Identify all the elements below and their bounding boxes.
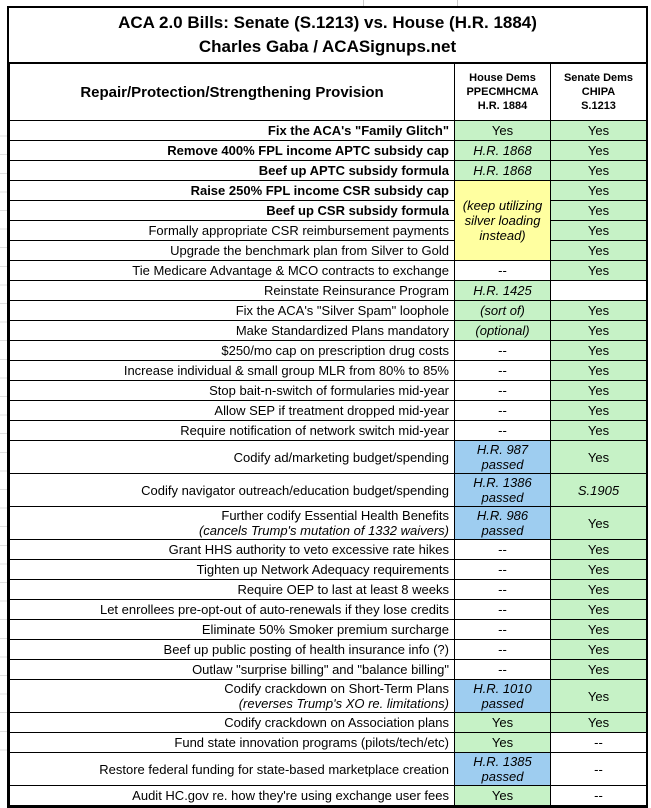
provision-label: Formally appropriate CSR reimbursement payments: [10, 221, 455, 241]
table-row: [10, 161, 647, 181]
table-row: [10, 341, 647, 361]
provision-label: Require notification of network switch mid-year: [10, 421, 455, 441]
senate-cell: Yes: [551, 713, 647, 733]
senate-header-line: Senate Dems: [563, 72, 634, 84]
provision-label: Further codify Essential Health Benefits (cancels Trump's mutation of 1332 waivers): [10, 507, 455, 540]
provision-label: Raise 250% FPL income CSR subsidy cap: [10, 181, 455, 201]
house-cell: Yes: [455, 121, 551, 141]
house-cell: --: [455, 580, 551, 600]
house-cell: --: [455, 401, 551, 421]
senate-cell: --: [551, 786, 647, 806]
provision-label: Remove 400% FPL income APTC subsidy cap: [10, 141, 455, 161]
senate-cell: Yes: [551, 201, 647, 221]
provision-label: Codify crackdown on Association plans: [10, 713, 455, 733]
senate-cell: Yes: [551, 421, 647, 441]
provision-table: [9, 63, 647, 806]
table-row: [10, 201, 647, 221]
senate-cell: Yes: [551, 560, 647, 580]
house-cell: (sort of): [455, 301, 551, 321]
senate-header-line: CHIPA: [581, 86, 616, 98]
table-row: [10, 753, 647, 786]
senate-cell: --: [551, 753, 647, 786]
house-header-line: H.R. 1884: [477, 100, 528, 112]
provision-label: Audit HC.gov re. how they're using exchange user fees: [10, 786, 455, 806]
provision-label: Outlaw "surprise billing" and "balance billing": [10, 660, 455, 680]
table-row: [10, 321, 647, 341]
provision-table-body: [10, 121, 647, 806]
house-header-line: House Dems: [469, 72, 536, 84]
senate-header-line: S.1213: [581, 100, 616, 112]
provision-column-header: Repair/Protection/Strengthening Provision: [10, 64, 455, 121]
senate-cell: Yes: [551, 600, 647, 620]
title-line-1: ACA 2.0 Bills: Senate (S.1213) vs. House (H.R. 1884): [118, 13, 537, 32]
table-row: [10, 441, 647, 474]
provision-label: $250/mo cap on prescription drug costs: [10, 341, 455, 361]
table-row: [10, 281, 647, 301]
senate-cell: Yes: [551, 261, 647, 281]
house-cell: --: [455, 560, 551, 580]
provision-label: Make Standardized Plans mandatory: [10, 321, 455, 341]
table-row: [10, 640, 647, 660]
senate-cell: Yes: [551, 401, 647, 421]
provision-label: Codify navigator outreach/education budget/spending: [10, 474, 455, 507]
table-row: [10, 221, 647, 241]
table-row: [10, 660, 647, 680]
provision-label: Codify crackdown on Short-Term Plans (reverses Trump's XO re. limitations): [10, 680, 455, 713]
comparison-table: [7, 6, 648, 808]
senate-cell: Yes: [551, 441, 647, 474]
house-cell: --: [455, 620, 551, 640]
house-cell: Yes: [455, 786, 551, 806]
house-cell: --: [455, 341, 551, 361]
house-header-line: PPECMHCMA: [466, 86, 539, 98]
provision-label: Require OEP to last at least 8 weeks: [10, 580, 455, 600]
provision-label: Beef up CSR subsidy formula: [10, 201, 455, 221]
house-cell: Yes: [455, 713, 551, 733]
table-row: [10, 786, 647, 806]
title-line-2: Charles Gaba / ACASignups.net: [198, 37, 457, 56]
house-cell: H.R. 1868: [455, 161, 551, 181]
house-cell: --: [455, 600, 551, 620]
house-cell: --: [455, 640, 551, 660]
header-row: [10, 64, 647, 121]
provision-label: Allow SEP if treatment dropped mid-year: [10, 401, 455, 421]
table-row: [10, 261, 647, 281]
senate-cell: Yes: [551, 507, 647, 540]
senate-cell: Yes: [551, 640, 647, 660]
table-row: [10, 620, 647, 640]
provision-label: Beef up APTC subsidy formula: [10, 161, 455, 181]
house-cell: H.R. 987 passed: [455, 441, 551, 474]
table-row: [10, 600, 647, 620]
provision-label: Eliminate 50% Smoker premium surcharge: [10, 620, 455, 640]
house-cell: H.R. 1010 passed: [455, 680, 551, 713]
senate-cell: Yes: [551, 680, 647, 713]
house-cell: --: [455, 261, 551, 281]
senate-cell: Yes: [551, 341, 647, 361]
provision-label: Let enrollees pre-opt-out of auto-renewals if they lose credits: [10, 600, 455, 620]
provision-label: Upgrade the benchmark plan from Silver to Gold: [10, 241, 455, 261]
senate-cell: Yes: [551, 660, 647, 680]
table-row: [10, 301, 647, 321]
provision-label: Fix the ACA's "Silver Spam" loophole: [10, 301, 455, 321]
house-cell: --: [455, 660, 551, 680]
senate-cell: Yes: [551, 121, 647, 141]
senate-cell: S.1905: [551, 474, 647, 507]
table-row: [10, 381, 647, 401]
provision-label: Codify ad/marketing budget/spending: [10, 441, 455, 474]
house-cell: H.R. 1385 passed: [455, 753, 551, 786]
house-cell: H.R. 1868: [455, 141, 551, 161]
house-cell: (optional): [455, 321, 551, 341]
provision-label: Restore federal funding for state-based marketplace creation: [10, 753, 455, 786]
table-row: [10, 580, 647, 600]
table-row: [10, 507, 647, 540]
provision-label: Tie Medicare Advantage & MCO contracts to exchange: [10, 261, 455, 281]
senate-cell: Yes: [551, 301, 647, 321]
senate-cell: Yes: [551, 381, 647, 401]
table-row: [10, 361, 647, 381]
table-row: [10, 540, 647, 560]
table-row: [10, 560, 647, 580]
house-cell: (keep utilizing silver loading instead): [455, 181, 551, 261]
table-row: [10, 733, 647, 753]
provision-label: Fix the ACA's "Family Glitch": [10, 121, 455, 141]
senate-column-header: [551, 64, 647, 121]
table-row: [10, 141, 647, 161]
table-row: [10, 474, 647, 507]
senate-cell: --: [551, 733, 647, 753]
house-cell: --: [455, 421, 551, 441]
table-row: [10, 181, 647, 201]
senate-cell: Yes: [551, 361, 647, 381]
provision-label: Grant HHS authority to veto excessive rate hikes: [10, 540, 455, 560]
table-row: [10, 121, 647, 141]
table-row: [10, 401, 647, 421]
table-row: [10, 680, 647, 713]
house-cell: H.R. 1425: [455, 281, 551, 301]
senate-cell: Yes: [551, 241, 647, 261]
house-column-header: [455, 64, 551, 121]
house-cell: Yes: [455, 733, 551, 753]
house-cell: --: [455, 540, 551, 560]
house-cell: H.R. 1386 passed: [455, 474, 551, 507]
senate-cell: Yes: [551, 580, 647, 600]
provision-label: Increase individual & small group MLR from 80% to 85%: [10, 361, 455, 381]
senate-cell: Yes: [551, 221, 647, 241]
provision-label: Tighten up Network Adequacy requirements: [10, 560, 455, 580]
table-row: [10, 713, 647, 733]
provision-label: Beef up public posting of health insurance info (?): [10, 640, 455, 660]
house-cell: --: [455, 381, 551, 401]
house-cell: H.R. 986 passed: [455, 507, 551, 540]
house-cell: --: [455, 361, 551, 381]
senate-cell: Yes: [551, 540, 647, 560]
senate-cell: Yes: [551, 620, 647, 640]
senate-cell: Yes: [551, 161, 647, 181]
senate-cell: Yes: [551, 141, 647, 161]
provision-label: Fund state innovation programs (pilots/tech/etc): [10, 733, 455, 753]
gridline-margin: [0, 118, 7, 758]
senate-cell: Yes: [551, 181, 647, 201]
table-row: [10, 421, 647, 441]
senate-cell: Yes: [551, 321, 647, 341]
senate-cell: [551, 281, 647, 301]
table-title: [9, 8, 646, 63]
provision-label: Reinstate Reinsurance Program: [10, 281, 455, 301]
provision-label: Stop bait-n-switch of formularies mid-year: [10, 381, 455, 401]
table-row: [10, 241, 647, 261]
